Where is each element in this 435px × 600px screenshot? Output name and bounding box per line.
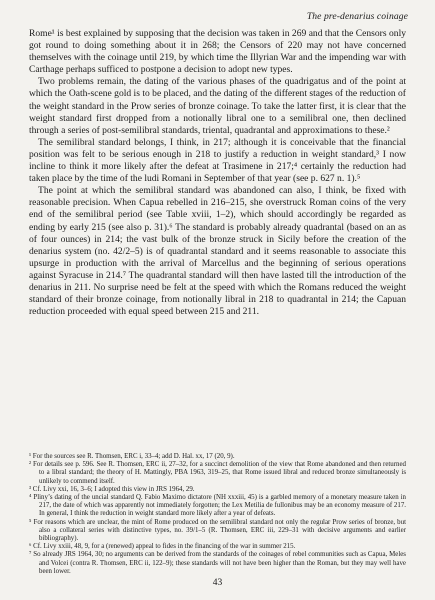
footnote: ² For details see p. 596. See R. Thomsen, ERC ii, 27–32, for a succinct demolition of the view that Rome abandoned and then returned to a libral standard; the theory of H. Mattingly, PBA 1963, 319–25, that Rome issued libral and reduced bronze simultaneously is unlikely to commend itself. [29, 461, 406, 485]
paragraph: The point at which the semilibral standard was abandoned can also, I think, be fixed with reasonable precision. When Capua rebelled in 216–215, she overstruck Roman coins of the very end of the semilibral period (see Table xviii, 1–2), which should accordingly be regarded as ending by early 215 (see also p. 31).⁶ The standard is probably already quadrantal (based on an as of four ounces) in 214; the vast bulk of the bronze struck in Sicily before the creation of the denarius system (no. 42/2–5) is of quadrantal standard and it seems reasonable to associate this upsurge in production with the arrival of Marcellus and the beginning of serious operations against Syracuse in 214.⁷ The quadrantal standard will then have lasted till the introduction of the denarius in 211. No surprise need be felt at the speed with which the Romans reduced the weight standard of their bronze coinage, from notionally libral in 218 to quadrantal in 214; the Capuan reduction proceeded with equal speed between 215 and 211. [29, 185, 406, 318]
paragraph: Rome¹ is best explained by supposing that the decision was taken in 269 and that the Censors only got round to doing something about it in 268; the Censors of 220 may not have concerned themselves with the coinage until 219, by which time the Illyrian War and the impending war with Carthage perhaps sufficed to postpone a decision to adopt new types. [29, 28, 406, 76]
main-text [29, 28, 406, 318]
paragraph: Two problems remain, the dating of the various phases of the quadrigatus and of the point at which the Oath-scene gold is to be placed, and the dating of the different stages of the reduction of the weight standard in the Prow series of bronze coinage. To take the latter first, it is clear that the weight standard first dropped from a notionally libral one to a semilibral one, then declined through a series of post-semilibral standards, triental, quadrantal and approximations to these.² [29, 76, 406, 136]
footnotes [29, 453, 406, 576]
footnote: ¹ For the sources see R. Thomsen, ERC i, 33–4; add D. Hal. xx, 17 (20, 9). [29, 453, 235, 460]
running-head: The pre-denarius coinage [306, 11, 408, 22]
paragraph: The semilibral standard belongs, I think, in 217; although it is conceivable that the financial position was felt to be serious enough in 218 to justify a reduction in weight standard,³ I now incline to think it more likely after the defeat at Trasimene in 217;⁴ certainly the reduction had taken place by the time of the ludi Romani in September of that year (see p. 627 n. 1).⁵ [29, 136, 406, 185]
footnote: ⁴ Pliny’s dating of the uncial standard Q. Fabio Maximo dictatore (NH xxxiii, 45) is a garbled memory of a monetary measure taken in 217, the date of which was apparently not immediately forgotten; the Lex Metilia de fullonibus may be an economy measure of 217. In general, I think the reduction in weight standard more likely after a year of defeats. [29, 494, 406, 518]
page-number: 43 [212, 578, 223, 588]
footnote: ³ Cf. Livy xxi, 16, 3–6; I adopted this view in JRS 1964, 29. [29, 485, 195, 493]
footnote: ⁵ For reasons which are unclear, the mint of Rome produced on the semilibral standard not only the regular Prow series of bronze, but also a collateral series with distinctive types, no. 39/1–5 (R. Thomsen, ERC iii, 229–31 with decisive arguments and earlier bibliography). [29, 518, 406, 543]
footnote: ⁶ Cf. Livy xxiii, 48, 9, for a (renewed) appeal to fides in the financing of the war in summer 215. [29, 543, 296, 551]
footnote: ⁷ So already JRS 1964, 30; no arguments can be derived from the standards of the coinages of rebel communities such as Capua, Meles and Volcei (contra R. Thomsen, ERC ii, 122–9); these standards will not have been higher than the Roman, but they may well have been lower. [29, 551, 406, 575]
